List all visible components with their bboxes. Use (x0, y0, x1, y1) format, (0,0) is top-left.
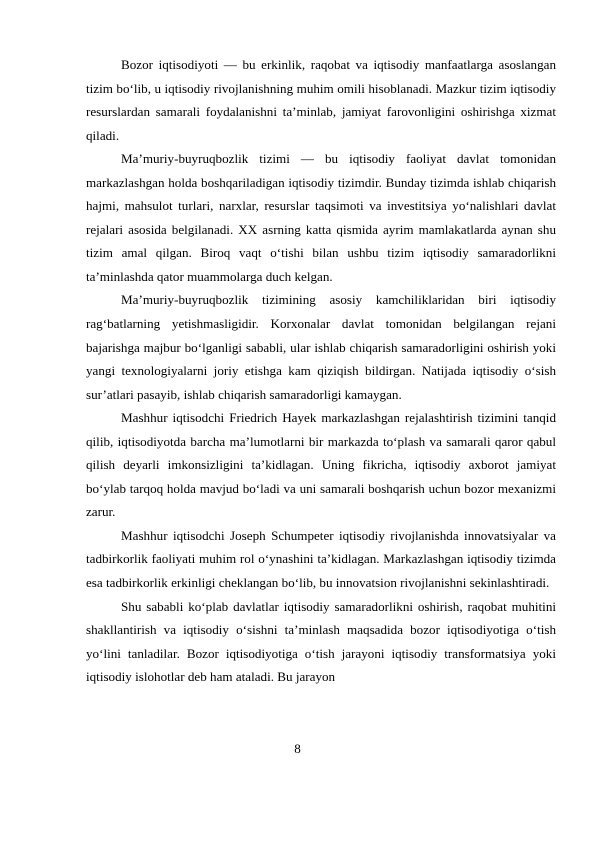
paragraph-command-drawbacks: Ma’muriy-buyruqbozlik tizimining asosiy kamchiliklaridan biri iqtisodiy rag‘batlarning yetishmasligidir. Korxonalar davlat tomonidan belgilangan rejani bajarishga majbur bo‘lganligi sababli, ular ishlab chiqarish samaradorligini oshirish yoki yangi texnologiyalarni joriy etishga kam qiziqish bildirgan. Natijada iqtisodiy o‘sish sur’atlari pasayib, ishlab chiqarish samaradorligi kamaygan. (86, 292, 556, 402)
paragraph-market-economy: Bozor iqtisodiyoti — bu erkinlik, raqobat va iqtisodiy manfaatlarga asoslangan tizim bo‘lib, u iqtisodiy rivojlanishning muhim omili hisoblanadi. Mazkur tizim iqtisodiy resurslardan samarali foydalanishni ta’minlab, jamiyat farovonligini oshirishga xizmat qiladi. (86, 57, 556, 143)
paragraph-hayek: Mashhur iqtisodchi Friedrich Hayek markazlashgan rejalashtirish tizimini tanqid qilib, iqtisodiyotda barcha ma’lumotlarni bir markazda to‘plash va samarali qaror qabul qilish deyarli imkonsizligini ta’kidlagan. Uning fikricha, iqtisodiy axborot jamiyat bo‘ylab tarqoq holda mavjud bo‘ladi va uni samarali boshqarish uchun bozor mexanizmi zarur. (86, 410, 556, 520)
paragraph-transition: Shu sababli ko‘plab davlatlar iqtisodiy samaradorlikni oshirish, raqobat muhitini shakllantirish va iqtisodiy o‘sishni ta’minlash maqsadida bozor iqtisodiyotiga o‘tish yo‘lini tanladilar. Bozor iqtisodiyotiga o‘tish jarayoni iqtisodiy transformatsiya yoki iqtisodiy islohotlar deb ham ataladi. Bu jarayon (86, 598, 556, 685)
paragraph-schumpeter: Mashhur iqtisodchi Joseph Schumpeter iqtisodiy rivojlanishda innovatsiyalar va tadbirkorlik faoliyati muhim rol o‘ynashini ta’kidlagan. Markazlashgan iqtisodiy tizimda esa tadbirkorlik erkinligi cheklangan bo‘lib, bu innovatsion rivojlanishni sekinlashtiradi. (86, 527, 556, 591)
page-number: 8 (294, 741, 301, 756)
body-text (86, 53, 556, 689)
paragraph-command-system: Ma’muriy-buyruqbozlik tizimi — bu iqtisodiy faoliyat davlat tomonidan markazlashgan holda boshqariladigan iqtisodiy tizimdir. Bunday tizimda ishlab chiqarish hajmi, mahsulot turlari, narxlar, resurslar taqsimoti va investitsiya yo‘nalishlari davlat rejalari asosida belgilanadi. XX asrning katta qismida ayrim mamlakatlarda aynan shu tizim amal qilgan. Biroq vaqt o‘tishi bilan ushbu tizim iqtisodiy samaradorlikni ta’minlashda qator muammolarga duch kelgan. (86, 151, 556, 284)
